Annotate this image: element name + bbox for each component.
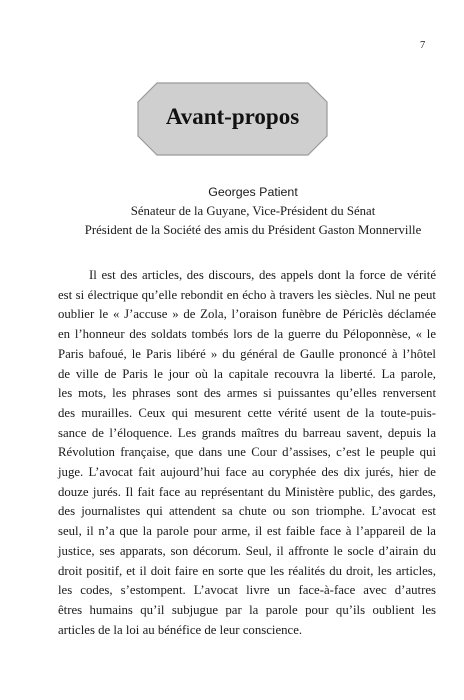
paragraph-line: Révolution française, que dans une Cour d’assises, c’est le peuple qui	[58, 445, 436, 460]
paragraph-line: droit positif, et il doit faire en sorte que les réalités du droit, les articles,	[58, 563, 436, 578]
chapter-heading-box	[137, 82, 328, 156]
page-number: 7	[420, 40, 426, 51]
body-paragraph	[58, 266, 436, 640]
paragraph-line: des journalistes qui attendent sa chute ou son triomphe. L’avocat est	[58, 504, 436, 519]
paragraph-line: les mots, les phrases sont des armes si puissantes qu’elles renversent	[58, 386, 436, 401]
paragraph-line: Il est des articles, des discours, des appels dont la force de vérité	[89, 268, 436, 282]
author-name: Georges Patient	[208, 185, 298, 199]
paragraph-line: des murailles. Ceux qui mesurent cette vérité usent de la toute-puis-	[58, 405, 436, 420]
paragraph-line: êtres humains qu’il subjugue par la parole pour qu’ils oublient les	[58, 602, 436, 617]
paragraph-line: articles de la loi au bénéfice de leur conscience.	[58, 622, 303, 637]
paragraph-line: Paris bafoué, le Paris libéré » du général de Gaulle prononcé à l’hôtel	[58, 346, 436, 361]
chapter-title: Avant-propos	[165, 104, 300, 129]
author-block	[40, 183, 464, 240]
paragraph-line: justice, ses apparats, son décorum. Seul, il affronte le socle d’airain du	[58, 543, 436, 558]
paragraph-line: est si électrique qu’elle rebondit en écho à travers les siècles. Nul ne peut	[58, 287, 436, 302]
paragraph-line: juge. L’avocat fait aujourd’hui face au coryphée des dix jurés, hier de	[58, 465, 436, 480]
paragraph-line: sance de l’éloquence. Les grands maîtres du barreau savent, depuis la	[58, 425, 436, 440]
paragraph-line: les codes, s’estompent. L’avocat livre un face-à-face avec d’autres	[58, 583, 436, 598]
paragraph-line: oublier le « J’accuse » de Zola, l’oraison funèbre de Périclès déclamée	[58, 307, 436, 322]
paragraph-line: douze jurés. Il fait face au représentant du Ministère public, des gardes,	[58, 484, 436, 499]
paragraph-line: de ville de Paris le jour où la capitale recouvra la liberté. La parole,	[58, 366, 436, 381]
author-role-society: Président de la Société des amis du Président Gaston Monnerville	[84, 223, 422, 237]
paragraph-line: seul, il n’a que la parole pour arme, il est faible face à l’appareil de la	[58, 524, 436, 539]
author-role-senator: Sénateur de la Guyane, Vice-Président du Sénat	[130, 204, 376, 218]
paragraph-line: en l’honneur des soldats tombés lors de la guerre du Péloponnèse, « le	[58, 327, 436, 342]
